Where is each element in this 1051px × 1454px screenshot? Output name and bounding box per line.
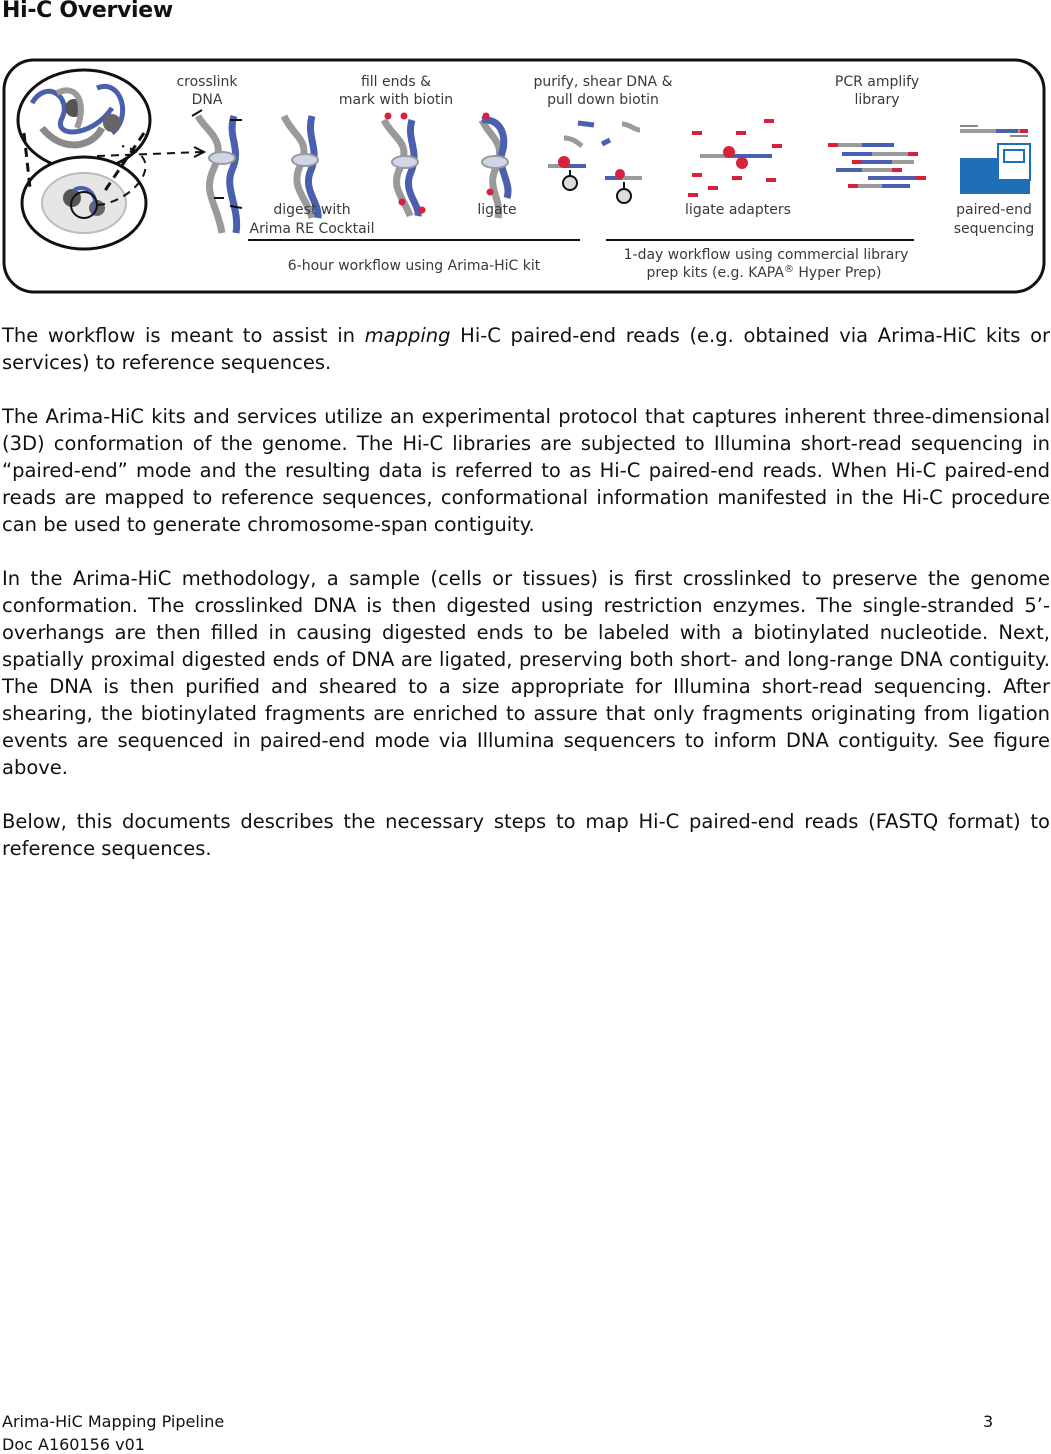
label-workflow-1d-2: prep kits (e.g. KAPA® Hyper Prep) (646, 264, 882, 281)
paragraph-intro: The workflow is meant to assist in mapping Hi-C paired-end reads (e.g. obtained via Arima-HiC kits or services) to reference sequences. (2, 324, 1051, 374)
label-pcr: PCR amplify (834, 74, 920, 90)
label-sequencing: sequencing (953, 221, 1035, 237)
label-fill-ends: fill ends & (360, 74, 432, 90)
body-text (2, 322, 1050, 889)
page-title: Hi-C Overview (2, 0, 173, 23)
page-number: 3 (983, 1412, 994, 1431)
footer-doc-title: Arima-HiC Mapping Pipeline (2, 1412, 225, 1431)
label-purify: purify, shear DNA & (533, 74, 673, 90)
footer-doc-id: Doc A160156 v01 (2, 1435, 145, 1454)
paragraph-steps: Below, this documents describes the necessary steps to map Hi-C paired-end reads (FASTQ format) to reference sequences. (2, 810, 1050, 860)
label-pull-down: pull down biotin (547, 92, 659, 108)
label-workflow-1d-1: 1-day workflow using commercial library (623, 247, 909, 263)
label-workflow-6h: 6-hour workflow using Arima-HiC kit (287, 258, 541, 274)
label-mark-biotin: mark with biotin (338, 92, 454, 108)
paragraph-kits: The Arima-HiC kits and services utilize an experimental protocol that captures inherent three-dimensional (3D) conformation of the genome. The Hi-C libraries are subjected to Illumina short-read sequencing in “paired-end” mode and the resulting data is referred to as Hi-C paired-end reads. When Hi-C paired-end reads are mapped to reference sequences, conformational information manifested in the Hi-C procedure can be used to generate chromosome-span contiguity. (2, 405, 1050, 536)
label-digest: digest with (273, 202, 351, 218)
label-re-cocktail: Arima RE Cocktail (249, 221, 375, 237)
label-dna: DNA (191, 92, 223, 108)
label-crosslink: crosslink (176, 74, 238, 90)
hic-workflow-figure (2, 58, 1047, 296)
label-library: library (854, 92, 900, 108)
label-paired-end: paired-end (956, 202, 1032, 218)
paragraph-methodology: In the Arima-HiC methodology, a sample (cells or tissues) is first crosslinked to preserve the genome conformation. The crosslinked DNA is then digested using restriction enzymes. The single-stranded 5’-overhangs are then filled in causing digested ends to be labeled with a biotinylated nucleotide. Next, spatially proximal digested ends of DNA are ligated, preserving both short- and long-range DNA contiguity. The DNA is then purified and sheared to a size appropriate for Illumina short-read sequencing. After shearing, the biotinylated fragments are enriched to assure that only fragments originating from ligation events are sequenced in paired-end mode via Illumina sequencers to inform DNA contiguity. See figure above. (2, 567, 1050, 779)
label-ligate-adapters: ligate adapters (685, 202, 791, 218)
label-ligate: ligate (477, 202, 517, 218)
